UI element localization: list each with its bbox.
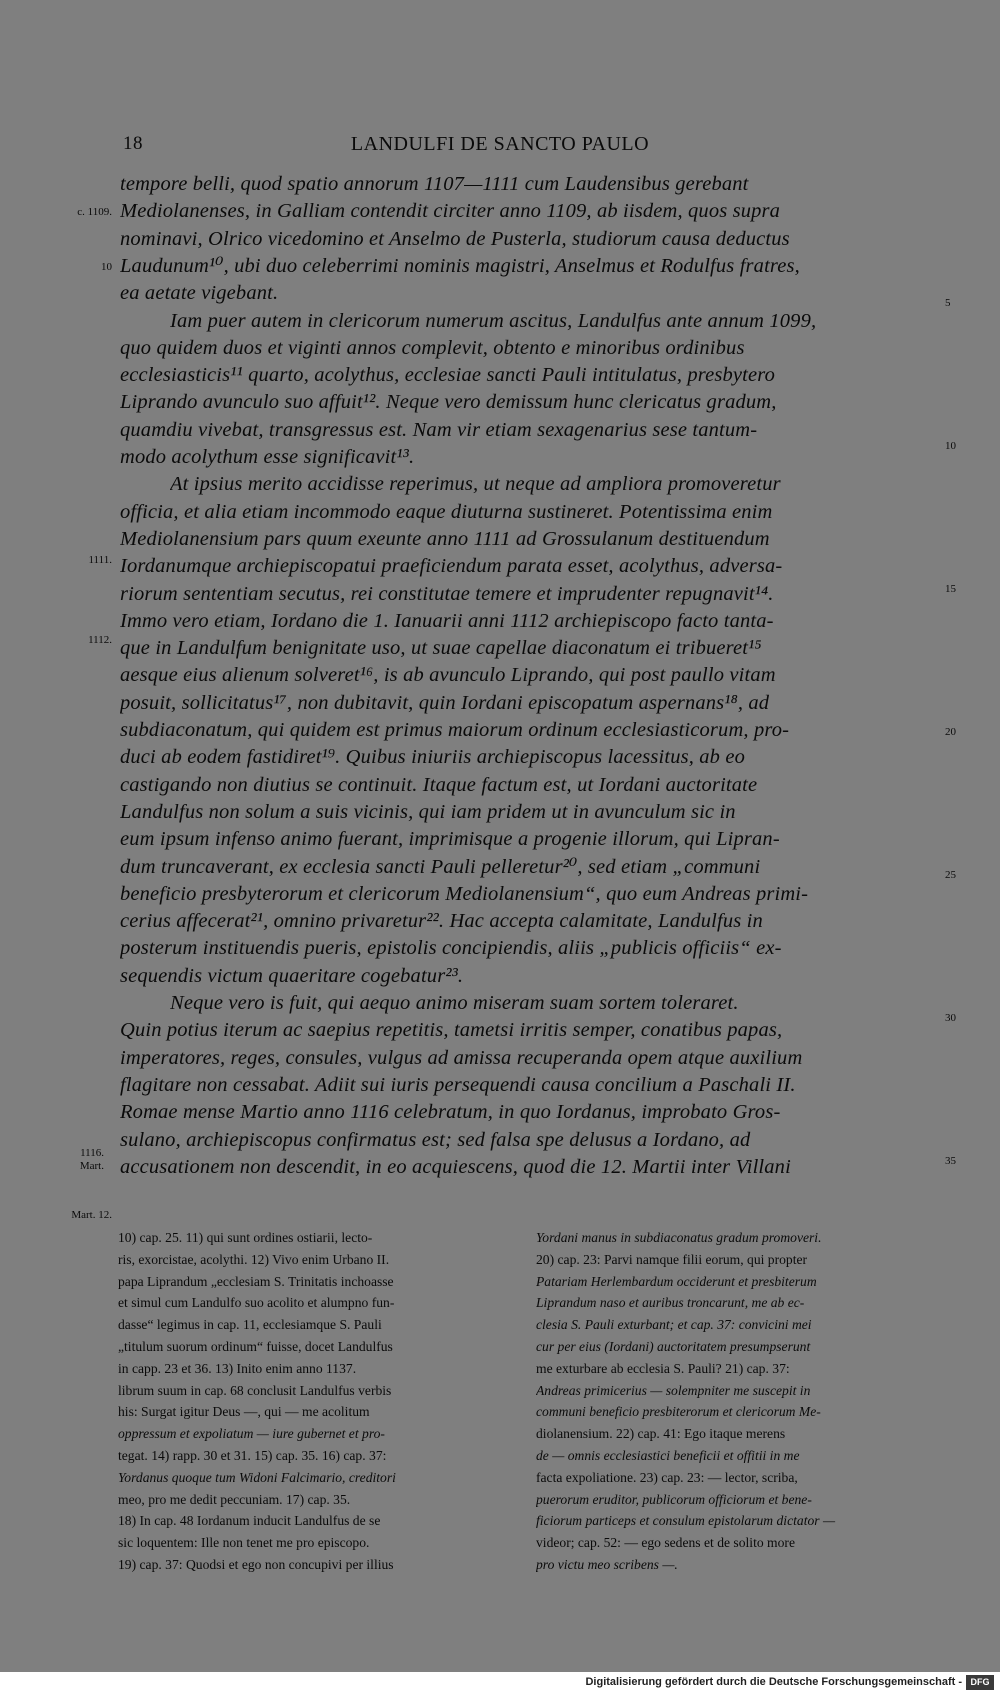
text-line: ecclesiasticis¹¹ quarto, acolythus, ecclesiae sancti Pauli intitulatus, presbytero xyxy=(120,364,776,387)
margin-line-number: 5 xyxy=(945,297,951,309)
text-line: dum truncaverant, ex ecclesia sancti Pauli pelleretur²⁰, sed etiam „communi xyxy=(120,855,761,878)
funding-credit: Digitalisierung gefördert durch die Deutsche Forschungsgemeinschaft - xyxy=(585,1676,962,1688)
text-line: eum ipsum infenso animo fuerant, imprimisque a progenie illorum, qui Lipran- xyxy=(120,828,780,851)
footnote-column-left xyxy=(118,1227,526,1576)
text-line: At ipsius merito accidisse reperimus, ut neque ad ampliora promoveretur xyxy=(170,473,781,496)
text-line: accusationem non descendit, in eo acquiescens, quod die 12. Martii inter Villani xyxy=(120,1155,791,1178)
footnote-line: facta expoliatione. 23) cap. 23: — lector, scriba, xyxy=(536,1469,798,1485)
footnote-line: in capp. 23 et 36. 13) Inito enim anno 1137. xyxy=(118,1360,357,1376)
text-line: duci ab eodem fastidiret¹⁹. Quibus iniuriis archiepiscopus lacessitus, ab eo xyxy=(120,746,746,769)
margin-date-note: 1111. xyxy=(88,554,112,566)
margin-line-number: 20 xyxy=(945,726,956,738)
footnote-line: Yordani manus in subdiaconatus gradum promoveri. xyxy=(536,1230,822,1245)
text-line: nominavi, Olrico vicedomino et Anselmo de Pusterla, studiorum causa deductus xyxy=(120,227,790,250)
text-line: aesque eius alienum solveret¹⁶, is ab avunculo Liprando, qui post paullo vitam xyxy=(120,664,776,687)
text-line: Iordanumque archiepiscopatui praeficiendum parata esset, acolythus, adversa- xyxy=(120,555,783,578)
text-line: flagitare non cessabat. Adiit sui iuris persequendi causa concilium a Paschali II. xyxy=(120,1073,796,1096)
text-line: Landulfus non solum a suis vicinis, qui iam pridem ut in avunculum sic in xyxy=(120,800,736,823)
margin-date-note: Mart. 12. xyxy=(71,1209,112,1221)
footnote-line: Yordanus quoque tum Widoni Falcimario, creditori xyxy=(118,1469,396,1485)
text-line: Mediolanenses, in Galliam contendit circiter anno 1109, ab iisdem, quos supra xyxy=(120,200,781,223)
margin-line-number: 15 xyxy=(945,583,956,595)
text-line: officia, et alia etiam incommodo eaque diuturna sustineret. Potentissima enim xyxy=(120,500,773,523)
text-line: Immo vero etiam, Iordano die 1. Ianuarii anni 1112 archiepiscopo facto tanta- xyxy=(120,609,774,632)
footnote-line: sic loquentem: Ille non tenet me pro episcopo. xyxy=(118,1535,370,1551)
footnote-line: cur per eius (Iordani) auctoritatem presumpserunt xyxy=(536,1338,811,1354)
text-line: sequendis victum quaeritare cogebatur²³. xyxy=(120,964,464,987)
text-line: imperatores, reges, consules, vulgus ad amissa recuperanda opem atque auxilium xyxy=(120,1046,803,1069)
text-line: Mediolanensium pars quum exeunte anno 1111 ad Grossulanum destituendum xyxy=(120,527,770,550)
footnote-line: librum suum in cap. 68 conclusit Landulfus verbis xyxy=(118,1382,392,1398)
footnote-column-right xyxy=(536,1227,944,1576)
text-line: quamdiu vivebat, transgressus est. Nam vir etiam sexagenarius sese tantum- xyxy=(120,418,758,441)
margin-line-number: 35 xyxy=(945,1155,956,1167)
footnote-line: oppressum et expoliatum — iure gubernet et pro- xyxy=(118,1426,385,1442)
footnote-line: ris, exorcistae, acolythi. 12) Vivo enim Urbano II. xyxy=(118,1251,390,1267)
text-line: beneficio presbyterorum et clericorum Mediolanensium“, quo eum Andreas primi- xyxy=(120,882,809,905)
margin-line-number: 10 xyxy=(101,261,112,273)
footnote-line: Patariam Herlembardum occiderunt et presbiterum xyxy=(536,1273,817,1289)
text-line: ea aetate vigebant. xyxy=(120,282,279,305)
footnote-line: Liprandum naso et auribus troncarunt, me ab ec- xyxy=(536,1295,805,1311)
footnote-line: puerorum eruditor, publicorum officiorum et bene- xyxy=(536,1491,812,1507)
footnote-line: meo, pro me dedit peccuniam. 17) cap. 35. xyxy=(118,1491,351,1507)
margin-date-note: 1112. xyxy=(88,634,112,646)
text-line: posterum instituendis pueris, epistolis concipiendis, aliis „publicis officiis“ ex- xyxy=(120,937,782,960)
footnote-line: 10) cap. 25. 11) qui sunt ordines ostiarii, lecto- xyxy=(118,1230,373,1245)
footnote-line: 19) cap. 37: Quodsi et ego non concupivi per illius xyxy=(118,1556,394,1572)
footnote-line: me exturbare ab ecclesia S. Pauli? 21) cap. 37: xyxy=(536,1360,790,1376)
page-number: 18 xyxy=(123,133,143,154)
text-line: castigando non diutius se continuit. Itaque factum est, ut Iordani auctoritate xyxy=(120,773,758,796)
footnote-line: pro victu meo scribens —. xyxy=(536,1556,678,1572)
margin-line-number: 30 xyxy=(945,1012,956,1024)
footnote-line: his: Surgat igitur Deus —, qui — me acolitum xyxy=(118,1404,370,1420)
text-line: Liprando avunculo suo affuit¹². Neque vero demissum hunc clericatus gradum, xyxy=(120,391,777,414)
text-line: Neque vero is fuit, qui aequo animo miseram suam sortem toleraret. xyxy=(170,992,739,1014)
text-line: quo quidem duos et viginti annos complevit, obtento e minoribus ordinibus xyxy=(120,336,745,359)
text-line: posuit, sollicitatus¹⁷, non dubitavit, quin Iordani episcopatum aspernans¹⁸, ad xyxy=(120,691,770,714)
text-line: modo acolythum esse significavit¹³. xyxy=(120,446,415,468)
text-line: riorum sententiam secutus, rei constitutae temere et imprudenter repugnavit¹⁴. xyxy=(120,582,774,605)
text-line: que in Landulfum benignitate uso, ut suae capellae diaconatum ei tribueret¹⁵ xyxy=(120,637,762,660)
footnote-line: papa Liprandum „ecclesiam S. Trinitatis inchoasse xyxy=(118,1273,394,1289)
footnote-line: 18) In cap. 48 Iordanum inducit Landulfus de se xyxy=(118,1513,381,1529)
footnote-line: 20) cap. 23: Parvi namque filii eorum, qui propter xyxy=(536,1251,808,1267)
footnote-line: „titulum suorum ordinum“ fuisse, docet Landulfus xyxy=(118,1338,393,1354)
footnote-line: videor; cap. 52: — ego sedens et de solito more xyxy=(536,1535,795,1551)
footnote-line: communi beneficio presbiterorum et clericorum Me- xyxy=(536,1404,821,1420)
text-line: Iam puer autem in clericorum numerum ascitus, Landulfus ante annum 1099, xyxy=(170,309,817,332)
text-line: cerius affecerat²¹, omnino privaretur²². Hac accepta calamitate, Landulfus in xyxy=(120,910,763,933)
footnote-line: diolanensium. 22) cap. 41: Ego itaque merens xyxy=(536,1426,786,1442)
text-line: Romae mense Martio anno 1116 celebratum, in quo Iordanus, improbato Gros- xyxy=(120,1101,781,1124)
footnote-line: clesia S. Pauli exturbant; et cap. 37: convicini mei xyxy=(536,1317,812,1333)
footnote-line: tegat. 14) rapp. 30 et 31. 15) cap. 35. 16) cap. 37: xyxy=(118,1447,387,1463)
footnote-line: et simul cum Landulfo suo acolito et alumpno fun- xyxy=(118,1295,395,1311)
running-head: LANDULFI DE SANCTO PAULO xyxy=(350,133,650,155)
footnote-line: Andreas primicerius — solempniter me suscepit in xyxy=(536,1382,811,1398)
text-line: sulano, archiepiscopus confirmatus est; sed falsa spe delusus a Iordano, ad xyxy=(120,1128,751,1151)
dfg-logo-icon: DFG xyxy=(966,1675,994,1690)
text-line: Quin potius iterum ac saepius repetitis, tametsi irritis semper, conatibus papas, xyxy=(120,1019,783,1042)
footnote-line: de — omnis ecclesiastici beneficii et offitii in me xyxy=(536,1447,800,1463)
margin-date-note: c. 1109. xyxy=(77,206,112,218)
text-line: subdiaconatum, qui quidem est primus maiorum ordinum ecclesiasticorum, pro- xyxy=(120,719,790,741)
text-line: tempore belli, quod spatio annorum 1107—1111 cum Laudensibus gerebant xyxy=(120,173,749,195)
margin-line-number: 10 xyxy=(945,440,956,452)
text-line: Laudunum¹⁰, ubi duo celeberrimi nominis magistri, Anselmus et Rodulfus fratres, xyxy=(120,254,800,277)
footnote-line: ficiorum particeps et consulum epistolarum dictator — xyxy=(536,1513,836,1529)
margin-line-number: 25 xyxy=(945,869,956,881)
footer-band xyxy=(0,1672,1000,1696)
footnote-line: dasse“ legimus in cap. 11, ecclesiamque S. Pauli xyxy=(118,1317,382,1333)
margin-date-note: 1116. Mart. xyxy=(79,1147,104,1172)
